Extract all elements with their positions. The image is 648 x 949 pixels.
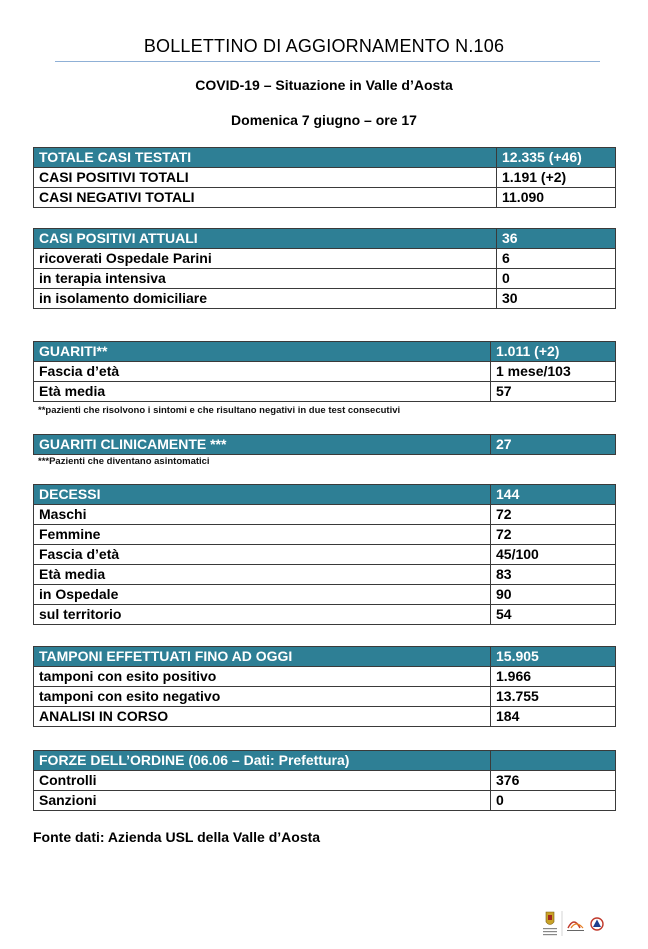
row-label: Fascia d’età	[34, 545, 491, 565]
row-label: sul territorio	[34, 605, 491, 625]
table-row	[34, 791, 616, 811]
table-header-row	[34, 148, 616, 168]
row-value: 144	[491, 485, 616, 505]
row-value: 57	[491, 382, 616, 402]
title-divider	[55, 61, 600, 62]
table-row	[34, 505, 616, 525]
row-value: 1.966	[491, 667, 616, 687]
row-label: Femmine	[34, 525, 491, 545]
note-guariti: **pazienti che risolvono i sintomi e che risultano negativi in due test consecutivi	[38, 405, 401, 416]
table-row	[34, 168, 616, 188]
row-label: in isolamento domiciliare	[34, 289, 497, 309]
row-label: GUARITI CLINICAMENTE ***	[34, 435, 491, 455]
table-header-row	[34, 435, 616, 455]
row-label: in terapia intensiva	[34, 269, 497, 289]
row-label: Sanzioni	[34, 791, 491, 811]
row-label: ricoverati Ospedale Parini	[34, 249, 497, 269]
row-label: CASI POSITIVI TOTALI	[34, 168, 497, 188]
row-value: 1 mese/103	[491, 362, 616, 382]
row-label: DECESSI	[34, 485, 491, 505]
regione-crest-icon	[543, 912, 557, 935]
row-label: CASI NEGATIVI TOTALI	[34, 188, 497, 208]
row-value: 6	[497, 249, 616, 269]
row-label: tamponi con esito positivo	[34, 667, 491, 687]
protezione-civile-icon	[591, 918, 603, 930]
table-tamponi	[33, 646, 616, 727]
table-row	[34, 585, 616, 605]
bulletin-title: BOLLETTINO DI AGGIORNAMENTO N.106	[143, 36, 505, 56]
row-value: 1.011 (+2)	[491, 342, 616, 362]
row-value: 376	[491, 771, 616, 791]
table-row	[34, 269, 616, 289]
row-label: tamponi con esito negativo	[34, 687, 491, 707]
note-guariti-clinicamente: ***Pazienti che diventano asintomatici	[38, 456, 210, 467]
table-row	[34, 605, 616, 625]
row-value: 36	[497, 229, 616, 249]
table-row	[34, 565, 616, 585]
row-value: 0	[491, 791, 616, 811]
table-row	[34, 707, 616, 727]
row-label: GUARITI**	[34, 342, 491, 362]
row-label: Età media	[34, 382, 491, 402]
row-label: ANALISI IN CORSO	[34, 707, 491, 727]
table-header-row	[34, 342, 616, 362]
table-header-row	[34, 485, 616, 505]
row-value: 15.905	[491, 647, 616, 667]
table-row	[34, 249, 616, 269]
row-value: 45/100	[491, 545, 616, 565]
row-label: CASI POSITIVI ATTUALI	[34, 229, 497, 249]
institutional-logos	[540, 908, 610, 938]
table-row	[34, 687, 616, 707]
table-casi-testati	[33, 147, 616, 208]
row-value: 72	[491, 525, 616, 545]
row-value: 12.335 (+46)	[497, 148, 616, 168]
table-header-row	[34, 647, 616, 667]
table-row	[34, 545, 616, 565]
row-value: 27	[491, 435, 616, 455]
table-row	[34, 667, 616, 687]
row-value: 11.090	[497, 188, 616, 208]
row-label: TOTALE CASI TESTATI	[34, 148, 497, 168]
table-row	[34, 382, 616, 402]
row-value: 72	[491, 505, 616, 525]
row-value	[491, 751, 616, 771]
row-label: TAMPONI EFFETTUATI FINO AD OGGI	[34, 647, 491, 667]
row-label: Età media	[34, 565, 491, 585]
row-label: Maschi	[34, 505, 491, 525]
table-forze-ordine	[33, 750, 616, 811]
table-casi-positivi-attuali	[33, 228, 616, 309]
bulletin-subtitle: COVID-19 – Situazione in Valle d’Aosta	[195, 77, 453, 93]
row-label: Fascia d’età	[34, 362, 491, 382]
table-guariti-clinicamente	[33, 434, 616, 455]
table-row	[34, 188, 616, 208]
bulletin-date: Domenica 7 giugno – ore 17	[231, 112, 417, 128]
row-value: 90	[491, 585, 616, 605]
table-row	[34, 362, 616, 382]
table-decessi	[33, 484, 616, 625]
table-guariti	[33, 341, 616, 402]
table-header-row	[34, 751, 616, 771]
row-value: 0	[497, 269, 616, 289]
row-label: in Ospedale	[34, 585, 491, 605]
table-row	[34, 525, 616, 545]
row-label: Controlli	[34, 771, 491, 791]
table-row	[34, 289, 616, 309]
row-value: 54	[491, 605, 616, 625]
row-value: 1.191 (+2)	[497, 168, 616, 188]
data-source: Fonte dati: Azienda USL della Valle d’Aosta	[33, 829, 321, 845]
row-value: 83	[491, 565, 616, 585]
row-value: 13.755	[491, 687, 616, 707]
row-value: 30	[497, 289, 616, 309]
table-header-row	[34, 229, 616, 249]
row-value: 184	[491, 707, 616, 727]
usl-logo-icon	[567, 922, 584, 931]
row-label: FORZE DELL’ORDINE (06.06 – Dati: Prefettura)	[34, 751, 491, 771]
table-row	[34, 771, 616, 791]
